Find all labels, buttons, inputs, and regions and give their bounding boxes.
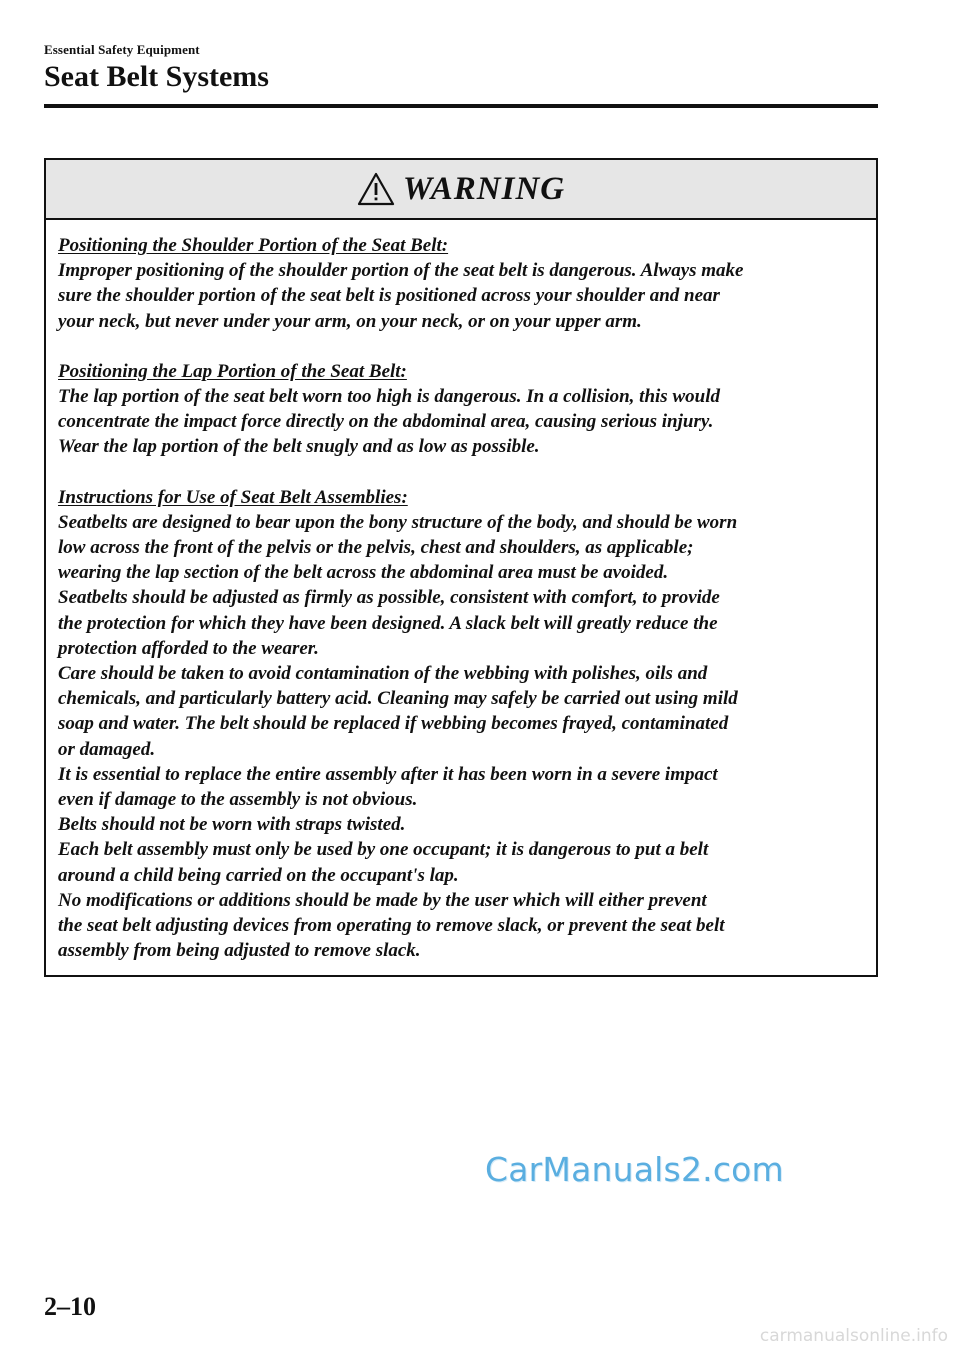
body-line: the protection for which they have been designed. A slack belt will greatly reduce the xyxy=(58,612,718,634)
body-line: protection afforded to the wearer. xyxy=(58,637,319,659)
warning-triangle-icon xyxy=(357,172,395,206)
body-line: concentrate the impact force directly on the abdominal area, causing serious injury. xyxy=(58,411,714,433)
footer-url: carmanualsonline.info xyxy=(759,1326,948,1346)
body-line: wearing the lap section of the belt across the abdominal area must be avoided. xyxy=(58,562,669,584)
title-divider xyxy=(44,104,878,108)
body-line: Belts should not be worn with straps twisted. xyxy=(58,814,406,836)
body-line: No modifications or additions should be made by the user which will either prevent xyxy=(58,889,707,911)
section-heading: Positioning the Lap Portion of the Seat Belt: xyxy=(58,360,407,382)
warning-section-shoulder xyxy=(58,233,864,334)
section-label: Essential Safety Equipment xyxy=(44,42,200,57)
body-line: around a child being carried on the occupant's lap. xyxy=(58,864,459,886)
body-line: Wear the lap portion of the belt snugly and as low as possible. xyxy=(58,436,540,458)
watermark: CarManuals2.com xyxy=(485,1150,784,1189)
page-number: 2–10 xyxy=(44,1292,96,1321)
body-line: your neck, but never under your arm, on your neck, or on your upper arm. xyxy=(58,310,642,332)
body-line: Improper positioning of the shoulder portion of the seat belt is dangerous. Always make xyxy=(58,260,744,282)
section-heading: Instructions for Use of Seat Belt Assemblies: xyxy=(58,486,408,508)
body-line: soap and water. The belt should be replaced if webbing becomes frayed, contaminated xyxy=(58,713,729,735)
body-line: assembly from being adjusted to remove slack. xyxy=(58,940,421,962)
warning-body xyxy=(46,220,876,963)
body-line: Each belt assembly must only be used by one occupant; it is dangerous to put a belt xyxy=(58,839,709,861)
warning-section-lap xyxy=(58,359,864,460)
warning-header xyxy=(46,160,876,220)
body-line: sure the shoulder portion of the seat belt is positioned across your shoulder and near xyxy=(58,285,720,307)
section-heading: Positioning the Shoulder Portion of the Seat Belt: xyxy=(58,235,449,256)
body-line: It is essential to replace the entire assembly after it has been worn in a severe impact xyxy=(58,763,718,785)
warning-box xyxy=(44,158,878,977)
body-line: or damaged. xyxy=(58,738,156,760)
page-title: Seat Belt Systems xyxy=(44,60,269,93)
body-line: The lap portion of the seat belt worn too high is dangerous. In a collision, this would xyxy=(58,386,720,408)
body-line: Seatbelts are designed to bear upon the bony structure of the body, and should be worn xyxy=(58,511,738,533)
body-line: even if damage to the assembly is not obvious. xyxy=(58,789,418,811)
body-line: the seat belt adjusting devices from operating to remove slack, or prevent the seat belt xyxy=(58,915,725,937)
warning-title: WARNING xyxy=(402,171,566,207)
body-line: chemicals, and particularly battery acid. Cleaning may safely be carried out using mild xyxy=(58,688,738,710)
body-line: Care should be taken to avoid contamination of the webbing with polishes, oils and xyxy=(58,663,708,685)
body-line: low across the front of the pelvis or the pelvis, chest and shoulders, as applicable; xyxy=(58,537,694,559)
body-line: Seatbelts should be adjusted as firmly as possible, consistent with comfort, to provide xyxy=(58,587,720,609)
warning-section-instructions xyxy=(58,485,864,964)
